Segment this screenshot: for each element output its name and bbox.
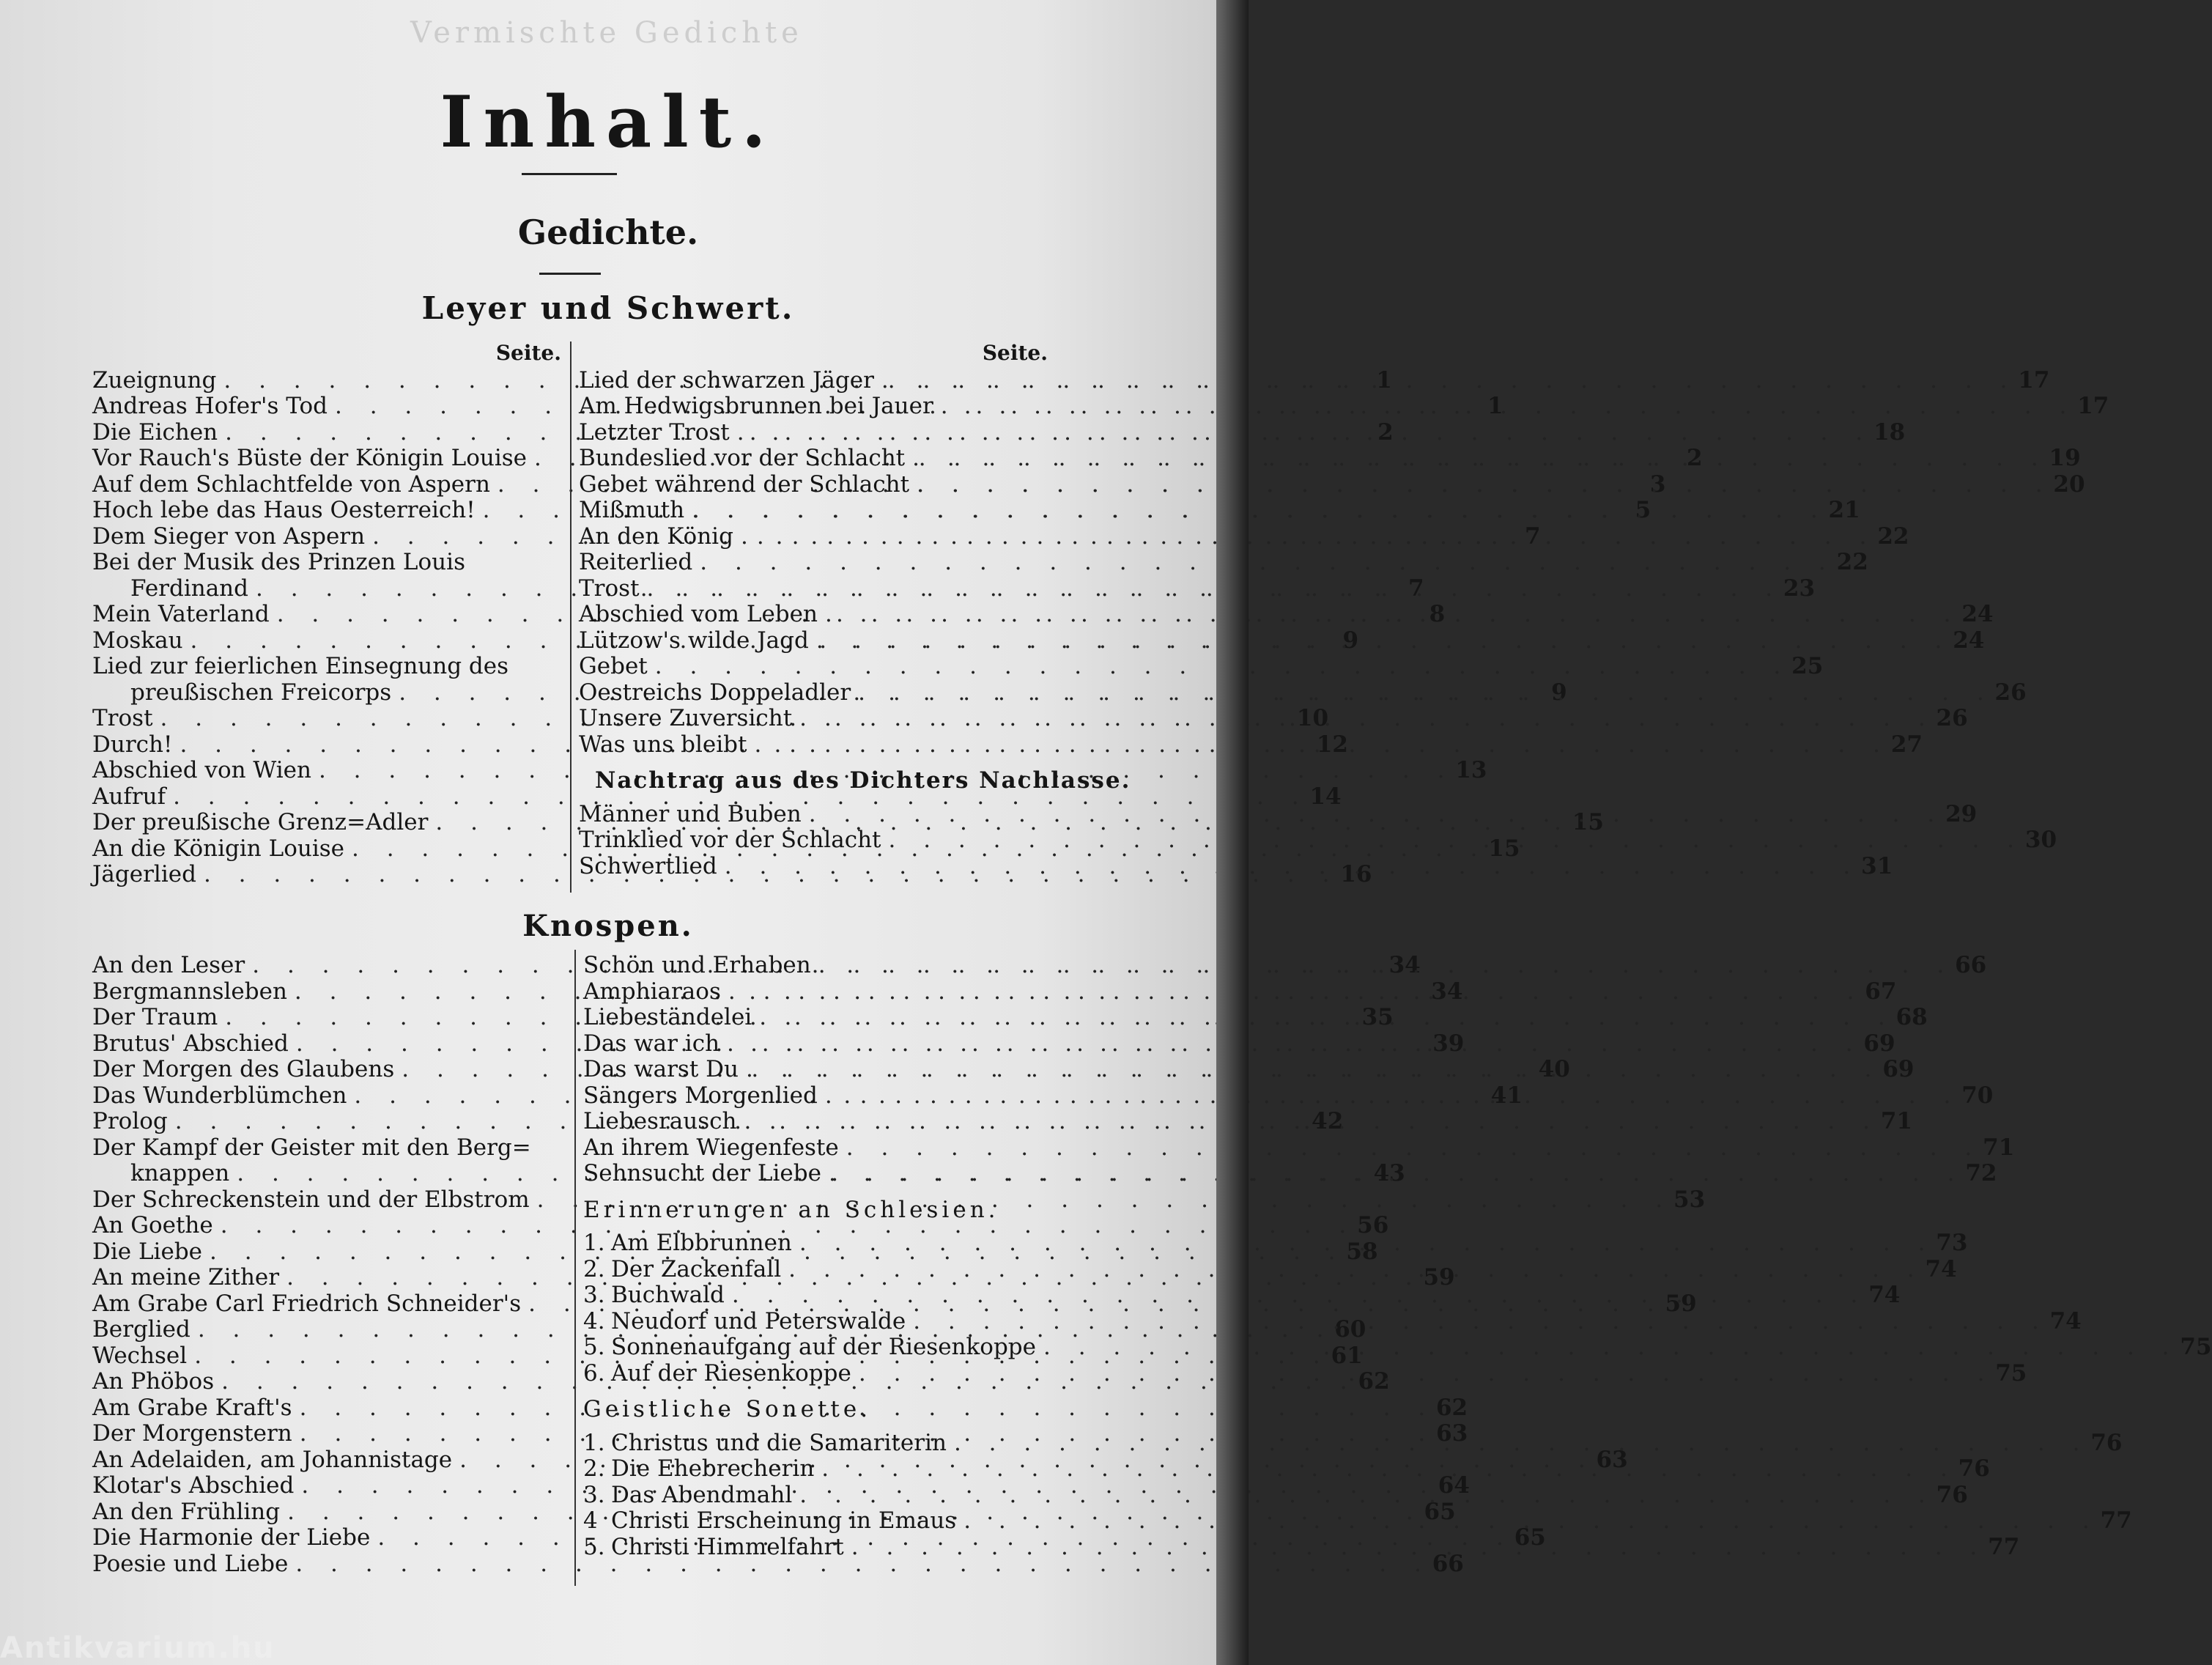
dot-leader bbox=[818, 1083, 1961, 1110]
toc-page-number: 59 bbox=[1665, 1290, 1697, 1317]
toc-page-number: 53 bbox=[1673, 1186, 1706, 1213]
dot-leader bbox=[1036, 1334, 2180, 1361]
dot-leader bbox=[818, 602, 1961, 628]
toc-page-number: 20 bbox=[2053, 470, 2085, 498]
toc-entry-title: Lützow's wilde Jagd bbox=[579, 627, 809, 654]
toc-entry bbox=[579, 549, 1868, 576]
toc-page-number: 39 bbox=[1432, 1030, 1465, 1057]
toc-entry-title: An Phöbos bbox=[92, 1368, 215, 1395]
toc-entry-title bbox=[583, 1456, 814, 1483]
toc-entry-text: Christi Erscheinung in Emaus bbox=[611, 1507, 957, 1534]
toc-entry-title: Zueignung bbox=[92, 366, 217, 394]
dot-leader bbox=[844, 1535, 1988, 1561]
toc-page-number: 59 bbox=[1423, 1264, 1455, 1291]
toc-page-number: 13 bbox=[1455, 757, 1487, 783]
toc-entry-number: 3. bbox=[583, 1481, 605, 1508]
toc-entry bbox=[579, 601, 1994, 628]
toc-entry-title: Am Hedwigsbrunnen bei Jauer bbox=[579, 393, 933, 419]
toc-page-number: 12 bbox=[1316, 731, 1348, 758]
dot-leader bbox=[851, 1361, 1995, 1387]
toc-entry-title: preußischen Freicorps bbox=[130, 679, 392, 706]
toc-page-number: 22 bbox=[1877, 523, 1909, 550]
toc-entry-title: Letzter Trost bbox=[579, 418, 730, 446]
toc-page-number: 73 bbox=[1936, 1230, 1968, 1256]
toc-entry-title: Der Morgen des Glaubens bbox=[92, 1056, 395, 1082]
toc-entry-title: Gebet während der Schlacht bbox=[579, 470, 910, 498]
section-title-leyer: Leyer und Schwert. bbox=[421, 290, 795, 326]
toc-entry-title: An den Leser bbox=[92, 952, 245, 978]
toc-entry-title: Brutus' Abschied bbox=[92, 1030, 289, 1057]
toc-entry-title: Sängers Morgenlied bbox=[583, 1082, 818, 1109]
toc-entry-text: Neudorf und Peterswalde bbox=[611, 1307, 906, 1334]
toc-entry-title: Der Morgenstern bbox=[92, 1420, 292, 1447]
schlesien-heading: Erinnerungen an Schlesien. bbox=[583, 1196, 999, 1223]
toc-entry-title: Das war ich bbox=[583, 1030, 720, 1057]
toc-entry-title: Mein Vaterland bbox=[92, 601, 270, 627]
toc-page-number: 77 bbox=[2100, 1507, 2132, 1534]
toc-entry-text: Christi Himmelfahrt bbox=[611, 1533, 844, 1560]
toc-entry-title: Liebeständelei bbox=[583, 1004, 752, 1030]
toc-entry-text: Christus und die Samariterin bbox=[611, 1429, 947, 1456]
toc-page-number: 74 bbox=[2049, 1307, 2082, 1334]
toc-page-number: 76 bbox=[1958, 1455, 1990, 1482]
toc-entry-title: Poesie und Liebe bbox=[92, 1550, 289, 1577]
toc-page-number: 62 bbox=[1435, 1394, 1468, 1421]
toc-entry-number: 5. bbox=[583, 1334, 605, 1360]
toc-page-number: 35 bbox=[1361, 1004, 1394, 1030]
part-rule bbox=[539, 273, 601, 275]
toc-entry-title: Bergmannsleben bbox=[92, 978, 287, 1005]
toc-page-number: 69 bbox=[1882, 1056, 1915, 1082]
dot-leader bbox=[933, 394, 2077, 420]
toc-page-number: 1 bbox=[1376, 366, 1392, 394]
toc-entry-title: Klotar's Abschied bbox=[92, 1472, 295, 1499]
dot-leader bbox=[752, 1005, 1895, 1031]
toc-page-number: 74 bbox=[1868, 1282, 1901, 1308]
toc-page-number: 61 bbox=[1331, 1342, 1363, 1369]
dot-leader bbox=[720, 1031, 1863, 1057]
toc-page-number: 1 bbox=[1487, 393, 1503, 419]
toc-entry-title: Gebet bbox=[579, 653, 648, 679]
toc-page-number: 2 bbox=[1377, 418, 1394, 446]
toc-page-number: 64 bbox=[1438, 1472, 1470, 1499]
toc-page-number: 25 bbox=[1791, 653, 1824, 679]
toc-entry-title: Das Wunderblümchen bbox=[92, 1082, 347, 1109]
toc-entry-title: Trost bbox=[579, 575, 640, 602]
toc-entry-title: knappen bbox=[130, 1160, 230, 1186]
toc-entry bbox=[92, 1212, 1389, 1239]
toc-page-number: 14 bbox=[1309, 783, 1342, 810]
dot-leader bbox=[730, 420, 1873, 446]
toc-entry bbox=[579, 679, 2027, 706]
page-title: Inhalt. bbox=[440, 81, 777, 163]
toc-entry-title: Lied der schwarzen Jäger bbox=[579, 366, 874, 394]
toc-entry-title: Lied zur feierlichen Einsegnung des bbox=[92, 653, 509, 679]
nachtrag-heading: Nachtrag aus des Dichters Nachlasse. bbox=[595, 767, 1131, 794]
toc-entry-title: Bundeslied vor der Schlacht bbox=[579, 445, 906, 471]
toc-entry bbox=[579, 627, 1985, 654]
toc-page-number: 58 bbox=[1346, 1238, 1378, 1265]
toc-entry-title: Aufruf bbox=[92, 783, 166, 810]
toc-entry-title: An den König bbox=[579, 523, 733, 550]
dot-leader bbox=[725, 1282, 1868, 1309]
toc-page-number: 77 bbox=[1988, 1533, 2020, 1560]
toc-page-number: 19 bbox=[2049, 445, 2081, 471]
toc-entry-number: 3. bbox=[583, 1282, 605, 1308]
toc-entry-text: Das Abendmahl bbox=[611, 1481, 793, 1508]
toc-entry-title: Berglied bbox=[92, 1316, 191, 1343]
toc-entry-title bbox=[583, 1483, 792, 1509]
dot-leader bbox=[747, 732, 1890, 758]
toc-page-number: 21 bbox=[1828, 497, 1860, 523]
toc-page-number: 66 bbox=[1955, 952, 1987, 978]
toc-entry-title: Trinklied vor der Schlacht bbox=[579, 827, 881, 853]
toc-entry-title: Der Kampf der Geister mit den Berg= bbox=[92, 1134, 531, 1161]
toc-entry bbox=[579, 366, 2050, 394]
page-edge-shadow bbox=[1216, 0, 1249, 1665]
toc-entry bbox=[583, 1134, 2015, 1162]
toc-entry-title: An meine Zither bbox=[92, 1264, 280, 1291]
toc-page-number: 17 bbox=[2018, 366, 2050, 394]
dot-leader bbox=[956, 1508, 2100, 1535]
dot-leader bbox=[736, 1109, 1880, 1135]
toc-page-number: 63 bbox=[1596, 1446, 1628, 1473]
dot-leader bbox=[792, 1483, 1936, 1509]
watermark: Antikvarium.hu bbox=[0, 1631, 275, 1665]
toc-page-number: 23 bbox=[1783, 575, 1816, 602]
toc-entry-title: Schwertlied bbox=[579, 852, 717, 879]
toc-entry-text: Sonnenaufgang auf der Riesenkoppe bbox=[611, 1334, 1036, 1360]
toc-entry bbox=[579, 497, 1860, 524]
toc-page-number: 30 bbox=[2024, 827, 2057, 853]
toc-entry-title: Oestreichs Doppeladler bbox=[579, 679, 851, 706]
toc-entry-title: Amphiaraos bbox=[583, 978, 721, 1005]
toc-page-number: 16 bbox=[1340, 861, 1372, 887]
toc-entry-number: 4. bbox=[583, 1307, 605, 1334]
toc-page-number: 40 bbox=[1538, 1056, 1570, 1082]
toc-page-number: 15 bbox=[1572, 809, 1604, 835]
toc-page-number: 68 bbox=[1895, 1004, 1928, 1030]
toc-entry-title bbox=[583, 1430, 947, 1457]
toc-entry-title: Der Traum bbox=[92, 1004, 218, 1030]
toc-entry bbox=[579, 393, 2109, 420]
dot-leader bbox=[809, 628, 1953, 654]
toc-entry-number: 2. bbox=[583, 1255, 605, 1282]
toc-page-number: 22 bbox=[1836, 549, 1868, 575]
toc-page-number: 26 bbox=[1994, 679, 2027, 706]
toc-entry bbox=[92, 783, 1342, 811]
seite-label-left: Seite. bbox=[495, 341, 561, 365]
toc-page-number: 31 bbox=[1861, 852, 1893, 879]
toc-entry-title: Auf dem Schlachtfelde von Aspern bbox=[92, 470, 490, 498]
toc-page-number: 34 bbox=[1431, 978, 1463, 1005]
toc-page-number: 7 bbox=[1408, 575, 1424, 602]
toc-entry-title: Der Schreckenstein und der Elbstrom bbox=[92, 1186, 530, 1213]
toc-page-number: 7 bbox=[1525, 523, 1541, 550]
toc-entry-title: Männer und Buben bbox=[579, 800, 802, 827]
toc-entry-title: Die Liebe bbox=[92, 1238, 203, 1265]
toc-entry bbox=[579, 523, 1909, 550]
toc-page-number: 15 bbox=[1488, 835, 1520, 862]
toc-entry-title: An die Königin Louise bbox=[92, 835, 344, 862]
toc-entry-title: Am Grabe Carl Friedrich Schneider's bbox=[92, 1290, 522, 1317]
dot-leader bbox=[839, 1135, 1983, 1162]
dot-leader bbox=[781, 1257, 1925, 1283]
toc-entry-number: 6. bbox=[583, 1359, 605, 1387]
toc-page-number: 74 bbox=[1925, 1255, 1957, 1282]
toc-page-number: 3 bbox=[1649, 470, 1666, 498]
toc-page-number: 9 bbox=[1342, 627, 1359, 654]
toc-entry-title: An den Frühling bbox=[92, 1498, 281, 1525]
toc-page-number: 56 bbox=[1357, 1212, 1389, 1238]
toc-entry-title: Bei der Musik des Prinzen Louis bbox=[92, 549, 465, 575]
dot-leader bbox=[739, 1057, 1882, 1083]
dot-leader bbox=[792, 706, 1936, 732]
toc-page-number: 66 bbox=[1432, 1550, 1464, 1577]
dot-leader bbox=[881, 827, 2025, 854]
toc-entry bbox=[92, 1135, 561, 1162]
toc-entry-text: Buchwald bbox=[611, 1282, 725, 1308]
toc-page-number: 62 bbox=[1358, 1368, 1390, 1395]
toc-page-number: 76 bbox=[1936, 1481, 1968, 1508]
toc-page-number: 60 bbox=[1334, 1316, 1366, 1343]
toc-entry bbox=[579, 445, 2081, 472]
toc-page-number: 9 bbox=[1551, 679, 1567, 706]
dot-leader bbox=[721, 979, 1865, 1005]
section-title-knospen: Knospen. bbox=[522, 909, 694, 943]
sonette-heading: Geistliche Sonette. bbox=[583, 1396, 872, 1422]
toc-entry-title: Was uns bleibt bbox=[579, 731, 747, 758]
toc-entry-number: 1. bbox=[583, 1230, 605, 1256]
toc-entry-number: 5. bbox=[583, 1533, 605, 1560]
toc-page-number: 18 bbox=[1873, 418, 1906, 446]
toc-entry-title bbox=[583, 1535, 844, 1561]
toc-entry-title: Die Eichen bbox=[92, 418, 218, 446]
toc-page-number: 24 bbox=[1961, 601, 1994, 627]
toc-entry-number: 1. bbox=[583, 1429, 605, 1456]
toc-entry-title: An Goethe bbox=[92, 1212, 213, 1238]
toc-entry-title: An ihrem Wiegenfeste bbox=[583, 1134, 839, 1161]
toc-entry-title: Jägerlied bbox=[92, 861, 196, 887]
dot-leader bbox=[906, 1309, 2049, 1335]
toc-entry-title: Sehnsucht der Liebe bbox=[583, 1160, 821, 1186]
toc-entry-title: Reiterlied bbox=[579, 549, 693, 575]
toc-entry-title: Am Grabe Kraft's bbox=[92, 1394, 292, 1421]
toc-page-number: 72 bbox=[1965, 1160, 1997, 1186]
toc-entry-title: Prolog bbox=[92, 1108, 168, 1134]
dot-leader bbox=[905, 446, 2049, 472]
toc-page-number: 75 bbox=[1995, 1359, 2027, 1387]
toc-entry-title: Vor Rauch's Büste der Königin Louise bbox=[92, 445, 527, 471]
seite-label-right: Seite. bbox=[982, 341, 1048, 365]
title-rule bbox=[522, 173, 617, 175]
toc-entry-title bbox=[583, 1361, 851, 1387]
toc-page-number: 42 bbox=[1312, 1108, 1344, 1134]
toc-page-number: 41 bbox=[1490, 1082, 1523, 1109]
toc-entry bbox=[92, 550, 561, 576]
toc-entry-title: Wechsel bbox=[92, 1342, 188, 1369]
dot-leader bbox=[802, 802, 1945, 828]
toc-page-number: 10 bbox=[1296, 705, 1329, 731]
toc-entry-number: 4 bbox=[583, 1507, 598, 1534]
toc-entry-title: Hoch lebe das Haus Oesterreich! bbox=[92, 497, 476, 523]
toc-entry-number: 2. bbox=[583, 1455, 605, 1482]
toc-entry-title: Durch! bbox=[92, 731, 173, 758]
toc-entry-title: Abschied von Wien bbox=[92, 757, 311, 783]
dot-leader bbox=[717, 854, 1861, 880]
toc-entry-title: Trost bbox=[92, 705, 153, 731]
toc-page-number: 29 bbox=[1945, 800, 1978, 827]
toc-page-number: 65 bbox=[1424, 1498, 1456, 1525]
dot-leader bbox=[811, 953, 1955, 979]
toc-page-number: 75 bbox=[2180, 1334, 2212, 1360]
toc-entry bbox=[579, 418, 1906, 446]
dot-leader bbox=[909, 472, 2053, 498]
toc-page-number: 67 bbox=[1865, 978, 1897, 1005]
toc-page-number: 34 bbox=[1388, 952, 1421, 978]
toc-entry bbox=[579, 575, 1816, 602]
toc-entry bbox=[92, 654, 561, 680]
toc-entry-title bbox=[583, 1282, 725, 1309]
toc-entry-title: Der preußische Grenz=Adler bbox=[92, 809, 429, 835]
toc-page-number: 27 bbox=[1890, 731, 1923, 758]
toc-page-number: 71 bbox=[1880, 1108, 1912, 1134]
toc-page-number: 8 bbox=[1429, 601, 1446, 627]
toc-page-number: 5 bbox=[1635, 497, 1651, 523]
toc-entry-title: Abschied vom Leben bbox=[579, 601, 818, 627]
toc-entry-title: Mißmuth bbox=[579, 497, 685, 523]
toc-page-number: 76 bbox=[2090, 1429, 2123, 1456]
toc-page-number: 69 bbox=[1863, 1030, 1895, 1057]
part-title: Gedichte. bbox=[517, 213, 699, 252]
toc-page-number: 70 bbox=[1961, 1082, 1994, 1109]
toc-page-number: 71 bbox=[1983, 1134, 2015, 1161]
toc-entry-title bbox=[583, 1230, 792, 1257]
toc-entry bbox=[579, 470, 2085, 498]
toc-entry-text: Am Elbbrunnen bbox=[611, 1230, 792, 1256]
toc-entry-title: Unsere Zuversicht bbox=[579, 705, 793, 731]
dot-leader bbox=[640, 576, 1783, 602]
toc-entry bbox=[579, 653, 1824, 680]
toc-page-number: 24 bbox=[1953, 627, 1985, 654]
toc-entry-title: Liebesrausch bbox=[583, 1108, 737, 1134]
toc-page-number: 26 bbox=[1936, 705, 1968, 731]
column-divider-2 bbox=[574, 950, 576, 1586]
dot-leader bbox=[692, 550, 1836, 576]
dot-leader bbox=[733, 524, 1877, 550]
toc-entry-title: Das warst Du bbox=[583, 1056, 739, 1082]
dot-leader bbox=[684, 498, 1828, 524]
dot-leader bbox=[851, 680, 1994, 706]
toc-entry-text: Auf der Riesenkoppe bbox=[611, 1359, 851, 1387]
toc-page-number: 2 bbox=[1686, 445, 1703, 471]
column-divider-1 bbox=[570, 342, 572, 893]
toc-entry-title bbox=[583, 1257, 781, 1283]
dot-leader bbox=[947, 1430, 2090, 1457]
dot-leader bbox=[821, 1161, 1965, 1187]
toc-page-number: 43 bbox=[1373, 1160, 1405, 1186]
toc-entry-title bbox=[583, 1309, 906, 1335]
toc-entry-text: Der Zackenfall bbox=[611, 1255, 782, 1282]
toc-entry-title: Moskau bbox=[92, 627, 183, 654]
toc-entry-title: Ferdinand bbox=[130, 575, 248, 602]
toc-entry-title: Andreas Hofer's Tod bbox=[92, 393, 328, 419]
toc-entry-title: Dem Sieger von Aspern bbox=[92, 523, 366, 550]
toc-entry-title: An Adelaiden, am Johannistage bbox=[92, 1446, 453, 1473]
bleed-through-header: Vermischte Gedichte bbox=[410, 16, 803, 50]
toc-entry-text: Die Ehebrecherin bbox=[611, 1455, 815, 1482]
toc-entry-title bbox=[583, 1334, 1036, 1361]
toc-entry bbox=[92, 1550, 1464, 1578]
dot-leader bbox=[814, 1456, 1958, 1483]
toc-page-number: 65 bbox=[1514, 1524, 1546, 1551]
toc-entry-title bbox=[583, 1508, 956, 1535]
toc-entry-title: Schön und Erhaben bbox=[583, 952, 811, 978]
toc-page-number: 17 bbox=[2077, 393, 2109, 419]
dot-leader bbox=[792, 1230, 1936, 1257]
dot-leader bbox=[874, 368, 2018, 394]
toc-page-number: 63 bbox=[1436, 1420, 1468, 1447]
toc-entry-title: Die Harmonie der Liebe bbox=[92, 1524, 371, 1551]
